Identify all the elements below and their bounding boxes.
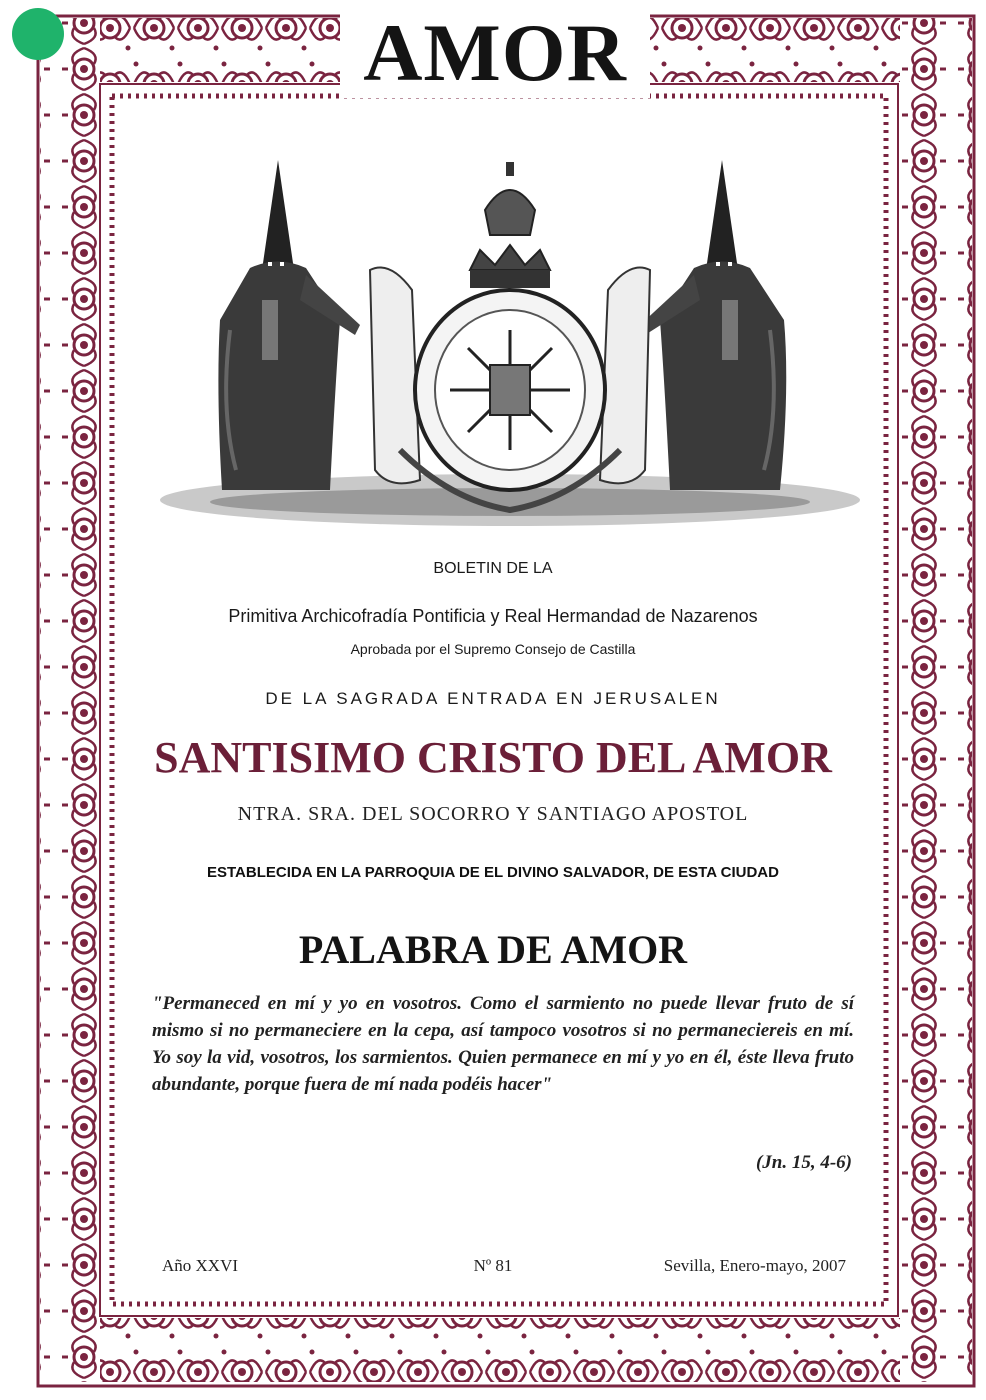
footer-place-date: Sevilla, Enero-mayo, 2007 — [663, 1256, 846, 1275]
footer-year: Año XXVI — [162, 1256, 239, 1275]
nazareno-right-icon — [640, 160, 786, 490]
approved-note: Aprobada por el Supremo Consejo de Castilla — [350, 641, 636, 657]
quote-text: "Permaneced en mí y yo en vosotros. Como el sarmiento no puede llevar fruto de sí mismo si no permaneciere en la cepa, así tampoco vosotros si no permaneciereis en mí. Yo soy la vid, vosotros, los sarmientos. Quien permanece en mí y yo en él, éste lleva fruto abundante, porque fuera de mí nada podéis hacer" — [152, 993, 854, 1095]
section-title: PALABRA DE AMOR — [298, 927, 688, 972]
masthead-title: AMOR — [340, 8, 650, 98]
main-title: SANTISIMO CRISTO DEL AMOR — [154, 733, 832, 782]
established-line: ESTABLECIDA EN LA PARROQUIA DE EL DIVINO SALVADOR, DE ESTA CIUDAD — [207, 864, 779, 881]
de-la-line: DE LA SAGRADA ENTRADA EN JERUSALEN — [265, 689, 721, 708]
organization-name: Primitiva Archicofradía Pontificia y Real Hermandad de Nazarenos — [228, 606, 758, 626]
coat-of-arms-illustration — [150, 150, 870, 540]
boletin-label: BOLETIN DE LA — [433, 560, 553, 577]
nazareno-left-icon — [218, 160, 360, 490]
secondary-title: NTRA. SRA. DEL SOCORRO Y SANTIAGO APOSTOL — [237, 803, 749, 825]
marker-dot — [12, 8, 64, 60]
quote-reference: (Jn. 15, 4-6) — [755, 1152, 852, 1173]
footer-number: Nº 81 — [473, 1256, 513, 1275]
